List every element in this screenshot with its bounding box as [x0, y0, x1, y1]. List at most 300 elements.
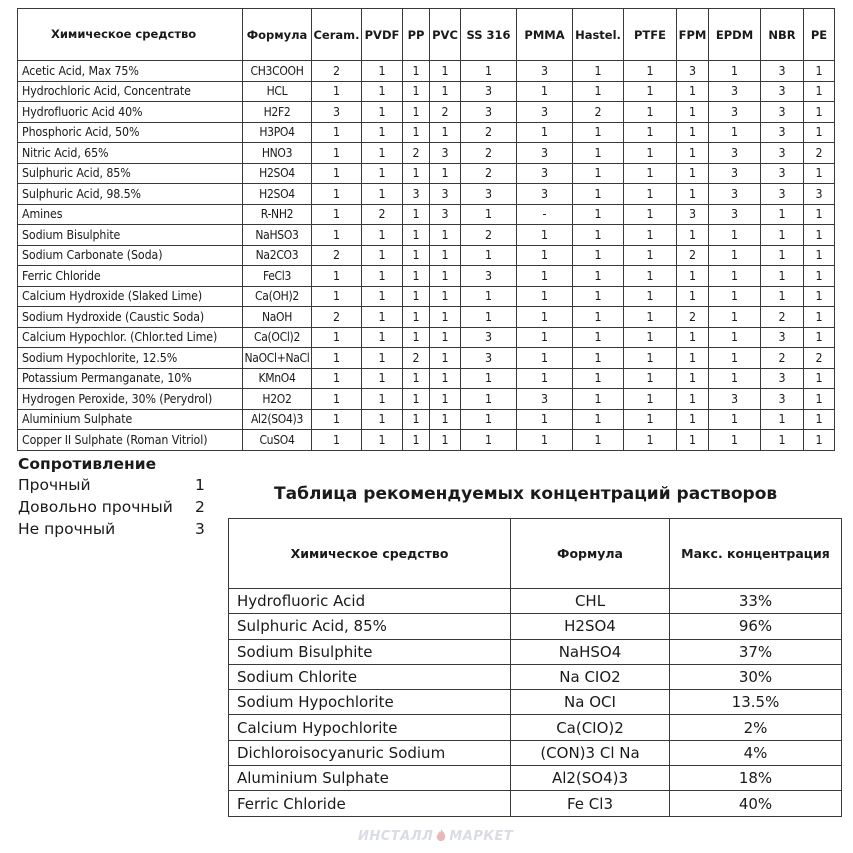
resistance-value-cell: 1: [624, 184, 677, 205]
resistance-value-cell: 1: [312, 122, 362, 143]
resistance-value-cell: 1: [624, 327, 677, 348]
resistance-value-cell: 1: [362, 184, 403, 205]
resistance-value-cell: 3: [761, 61, 804, 82]
resistance-value-cell: 3: [709, 389, 761, 410]
resistance-value-cell: 1: [430, 245, 461, 266]
resistance-value-cell: 3: [430, 204, 461, 225]
resistance-value-cell: 1: [709, 307, 761, 328]
resistance-value-cell: 1: [677, 143, 709, 164]
resistance-value-cell: 1: [624, 81, 677, 102]
conc-header-max: Макс. концентрация: [670, 519, 842, 589]
resistance-value-cell: 1: [573, 368, 624, 389]
legend-value: 3: [195, 520, 205, 538]
resistance-value-cell: 1: [761, 409, 804, 430]
formula-cell: H2SO4: [243, 163, 312, 184]
resistance-value-cell: 3: [761, 163, 804, 184]
resistance-value-cell: 1: [430, 286, 461, 307]
resistance-value-cell: 1: [573, 348, 624, 369]
resistance-value-cell: 1: [517, 245, 573, 266]
table-row: [18, 184, 835, 205]
resistance-value-cell: 1: [709, 61, 761, 82]
watermark-text-left: ИНСТАЛЛ: [358, 828, 434, 844]
table-row: [229, 614, 842, 639]
resistance-value-cell: 1: [517, 327, 573, 348]
table-row: [18, 122, 835, 143]
resistance-value-cell: 1: [709, 368, 761, 389]
resistance-value-cell: 1: [517, 409, 573, 430]
conc-formula-cell: CHL: [511, 589, 670, 614]
table-row: [18, 430, 835, 451]
resistance-value-cell: 1: [312, 409, 362, 430]
resistance-value-cell: 3: [761, 81, 804, 102]
resistance-value-cell: 1: [573, 430, 624, 451]
resistance-value-cell: 2: [461, 122, 517, 143]
resistance-value-cell: 1: [624, 430, 677, 451]
resistance-value-cell: 3: [461, 184, 517, 205]
conc-max-cell: 33%: [670, 589, 842, 614]
resistance-value-cell: 1: [804, 102, 835, 123]
formula-cell: Al2(SO4)3: [243, 409, 312, 430]
legend-title: Сопротивление: [18, 455, 157, 473]
resistance-value-cell: 1: [761, 430, 804, 451]
header-material: PE: [804, 9, 835, 61]
resistance-value-cell: 1: [573, 245, 624, 266]
table-row: [18, 225, 835, 246]
conc-max-cell: 2%: [670, 715, 842, 740]
table-row: [18, 348, 835, 369]
resistance-value-cell: 1: [624, 204, 677, 225]
conc-chemical-cell: Ferric Chloride: [229, 791, 511, 816]
table-row: [18, 102, 835, 123]
formula-cell: H2F2: [243, 102, 312, 123]
resistance-value-cell: 1: [804, 266, 835, 287]
resistance-value-cell: 1: [403, 204, 430, 225]
chemical-name-cell: Sulphuric Acid, 98.5%: [18, 184, 243, 205]
chemical-name-cell: Sodium Hydroxide (Caustic Soda): [18, 307, 243, 328]
resistance-value-cell: 1: [362, 368, 403, 389]
resistance-value-cell: 1: [362, 225, 403, 246]
resistance-value-cell: 1: [517, 225, 573, 246]
table-row: [229, 664, 842, 689]
resistance-value-cell: 1: [804, 286, 835, 307]
resistance-value-cell: 1: [461, 307, 517, 328]
resistance-value-cell: 1: [362, 409, 403, 430]
header-material: Ceram.: [312, 9, 362, 61]
resistance-value-cell: 1: [517, 307, 573, 328]
resistance-value-cell: 1: [461, 409, 517, 430]
resistance-value-cell: 1: [312, 143, 362, 164]
conc-header-chemical: Химическое средство: [229, 519, 511, 589]
chemical-name-cell: Sodium Hypochlorite, 12.5%: [18, 348, 243, 369]
table-row: [229, 766, 842, 791]
resistance-value-cell: 1: [677, 266, 709, 287]
legend-label: Не прочный: [18, 520, 116, 538]
resistance-value-cell: 3: [517, 143, 573, 164]
resistance-value-cell: 1: [403, 102, 430, 123]
table-row: [18, 81, 835, 102]
resistance-value-cell: 1: [403, 409, 430, 430]
resistance-legend: [18, 455, 218, 541]
resistance-value-cell: 1: [430, 368, 461, 389]
conc-formula-cell: Al2(SO4)3: [511, 766, 670, 791]
resistance-value-cell: 1: [312, 204, 362, 225]
formula-cell: R-NH2: [243, 204, 312, 225]
resistance-value-cell: 3: [461, 81, 517, 102]
resistance-value-cell: 2: [677, 307, 709, 328]
resistance-value-cell: 1: [709, 348, 761, 369]
header-material: NBR: [761, 9, 804, 61]
table-row: [229, 690, 842, 715]
resistance-value-cell: 1: [517, 266, 573, 287]
resistance-value-cell: 1: [804, 368, 835, 389]
resistance-value-cell: 1: [430, 389, 461, 410]
resistance-value-cell: 1: [677, 430, 709, 451]
resistance-value-cell: 2: [677, 245, 709, 266]
header-formula: Формула: [243, 9, 312, 61]
resistance-value-cell: 1: [312, 81, 362, 102]
resistance-value-cell: 1: [804, 163, 835, 184]
resistance-value-cell: 1: [804, 409, 835, 430]
conc-max-cell: 40%: [670, 791, 842, 816]
conc-chemical-cell: Calcium Hypochlorite: [229, 715, 511, 740]
resistance-value-cell: 3: [517, 389, 573, 410]
resistance-value-cell: 1: [461, 286, 517, 307]
resistance-value-cell: 1: [573, 266, 624, 287]
resistance-value-cell: 1: [362, 122, 403, 143]
table-row: [18, 286, 835, 307]
chemical-name-cell: Aluminium Sulphate: [18, 409, 243, 430]
conc-chemical-cell: Hydrofluoric Acid: [229, 589, 511, 614]
resistance-value-cell: 1: [430, 225, 461, 246]
resistance-value-cell: 1: [624, 163, 677, 184]
resistance-value-cell: 2: [461, 163, 517, 184]
resistance-value-cell: 1: [362, 61, 403, 82]
resistance-value-cell: 1: [709, 266, 761, 287]
resistance-value-cell: 1: [677, 163, 709, 184]
chemical-name-cell: Potassium Permanganate, 10%: [18, 368, 243, 389]
resistance-value-cell: 1: [312, 163, 362, 184]
resistance-value-cell: 1: [461, 245, 517, 266]
table-header-row: [229, 519, 842, 589]
resistance-value-cell: 1: [461, 368, 517, 389]
resistance-value-cell: 2: [430, 102, 461, 123]
conc-max-cell: 96%: [670, 614, 842, 639]
table-row: [18, 61, 835, 82]
resistance-value-cell: 1: [624, 266, 677, 287]
header-chemical: Химическое средство: [18, 9, 243, 61]
table-row: [18, 266, 835, 287]
resistance-value-cell: 1: [430, 307, 461, 328]
table-row: [18, 204, 835, 225]
conc-formula-cell: Fe Cl3: [511, 791, 670, 816]
resistance-value-cell: 3: [761, 389, 804, 410]
resistance-value-cell: 1: [362, 389, 403, 410]
resistance-value-cell: 3: [430, 143, 461, 164]
resistance-value-cell: 3: [677, 204, 709, 225]
table-row: [229, 791, 842, 816]
resistance-value-cell: 1: [517, 430, 573, 451]
resistance-value-cell: 2: [312, 307, 362, 328]
resistance-value-cell: 1: [461, 430, 517, 451]
resistance-value-cell: 1: [709, 245, 761, 266]
resistance-value-cell: 1: [804, 81, 835, 102]
resistance-value-cell: 3: [761, 122, 804, 143]
formula-cell: H2O2: [243, 389, 312, 410]
resistance-value-cell: 1: [804, 61, 835, 82]
legend-value: 2: [195, 498, 205, 516]
resistance-value-cell: 1: [362, 245, 403, 266]
chemical-name-cell: Hydrogen Peroxide, 30% (Perydrol): [18, 389, 243, 410]
legend-item: [18, 519, 218, 541]
resistance-value-cell: 1: [804, 389, 835, 410]
legend-item: [18, 497, 218, 519]
resistance-value-cell: 1: [430, 348, 461, 369]
resistance-value-cell: 3: [761, 368, 804, 389]
resistance-value-cell: 2: [573, 102, 624, 123]
resistance-value-cell: 3: [709, 102, 761, 123]
resistance-value-cell: 1: [804, 122, 835, 143]
resistance-value-cell: 1: [573, 184, 624, 205]
resistance-value-cell: 2: [804, 143, 835, 164]
header-material: PTFE: [624, 9, 677, 61]
resistance-value-cell: 1: [624, 143, 677, 164]
resistance-value-cell: 1: [312, 348, 362, 369]
resistance-value-cell: 2: [403, 143, 430, 164]
resistance-value-cell: 1: [761, 204, 804, 225]
formula-cell: H2SO4: [243, 184, 312, 205]
resistance-value-cell: 1: [804, 204, 835, 225]
concentration-table: [228, 518, 842, 817]
resistance-value-cell: 1: [573, 81, 624, 102]
conc-chemical-cell: Aluminium Sulphate: [229, 766, 511, 791]
resistance-value-cell: 1: [624, 409, 677, 430]
resistance-value-cell: 1: [403, 81, 430, 102]
resistance-value-cell: 1: [312, 327, 362, 348]
chemical-name-cell: Sodium Carbonate (Soda): [18, 245, 243, 266]
resistance-value-cell: 1: [430, 61, 461, 82]
chemical-name-cell: Nitric Acid, 65%: [18, 143, 243, 164]
resistance-value-cell: 1: [430, 122, 461, 143]
watermark-text-right: МАРКЕТ: [449, 828, 514, 844]
resistance-value-cell: 3: [461, 266, 517, 287]
resistance-value-cell: 1: [804, 430, 835, 451]
resistance-value-cell: 1: [430, 327, 461, 348]
resistance-value-cell: 3: [461, 348, 517, 369]
chemical-name-cell: Ferric Chloride: [18, 266, 243, 287]
header-material: EPDM: [709, 9, 761, 61]
resistance-value-cell: 1: [761, 245, 804, 266]
resistance-value-cell: 3: [517, 102, 573, 123]
chemical-name-cell: Calcium Hydroxide (Slaked Lime): [18, 286, 243, 307]
conc-chemical-cell: Dichloroisocyanuric Sodium: [229, 740, 511, 765]
chemical-name-cell: Amines: [18, 204, 243, 225]
resistance-value-cell: 1: [403, 61, 430, 82]
resistance-value-cell: 1: [517, 348, 573, 369]
conc-formula-cell: NaHSO4: [511, 639, 670, 664]
resistance-value-cell: 1: [362, 81, 403, 102]
resistance-value-cell: 1: [677, 102, 709, 123]
resistance-value-cell: 3: [403, 184, 430, 205]
table-row: [18, 327, 835, 348]
formula-cell: CuSO4: [243, 430, 312, 451]
conc-chemical-cell: Sodium Hypochlorite: [229, 690, 511, 715]
conc-chemical-cell: Sodium Bisulphite: [229, 639, 511, 664]
conc-max-cell: 4%: [670, 740, 842, 765]
resistance-value-cell: 2: [461, 225, 517, 246]
resistance-value-cell: 1: [362, 286, 403, 307]
resistance-value-cell: 2: [761, 307, 804, 328]
chemical-resistance-table: [17, 8, 835, 451]
resistance-value-cell: 1: [709, 122, 761, 143]
resistance-value-cell: 1: [709, 225, 761, 246]
conc-formula-cell: H2SO4: [511, 614, 670, 639]
resistance-value-cell: 1: [761, 266, 804, 287]
resistance-value-cell: 1: [312, 184, 362, 205]
resistance-value-cell: 1: [677, 286, 709, 307]
resistance-value-cell: 1: [677, 327, 709, 348]
resistance-value-cell: 1: [403, 286, 430, 307]
resistance-value-cell: 1: [312, 225, 362, 246]
resistance-value-cell: 1: [677, 389, 709, 410]
resistance-value-cell: 3: [761, 327, 804, 348]
chemical-name-cell: Sulphuric Acid, 85%: [18, 163, 243, 184]
resistance-value-cell: 1: [312, 266, 362, 287]
resistance-value-cell: 3: [761, 143, 804, 164]
resistance-value-cell: 1: [362, 266, 403, 287]
resistance-value-cell: 1: [461, 389, 517, 410]
formula-cell: Ca(OH)2: [243, 286, 312, 307]
conc-max-cell: 30%: [670, 664, 842, 689]
resistance-value-cell: 1: [403, 266, 430, 287]
resistance-value-cell: 3: [761, 102, 804, 123]
resistance-value-cell: 1: [624, 245, 677, 266]
resistance-value-cell: 1: [804, 327, 835, 348]
resistance-value-cell: 2: [804, 348, 835, 369]
resistance-value-cell: 1: [362, 307, 403, 328]
legend-item: [18, 475, 218, 497]
resistance-value-cell: 1: [430, 266, 461, 287]
resistance-value-cell: 1: [573, 163, 624, 184]
resistance-value-cell: 1: [362, 143, 403, 164]
formula-cell: Ca(OCl)2: [243, 327, 312, 348]
resistance-value-cell: 1: [573, 409, 624, 430]
resistance-value-cell: 1: [362, 102, 403, 123]
resistance-value-cell: 3: [709, 81, 761, 102]
formula-cell: FeCl3: [243, 266, 312, 287]
table-row: [18, 163, 835, 184]
formula-cell: HNO3: [243, 143, 312, 164]
header-material: PMMA: [517, 9, 573, 61]
resistance-value-cell: 1: [804, 225, 835, 246]
resistance-value-cell: 1: [624, 286, 677, 307]
resistance-value-cell: 1: [403, 389, 430, 410]
flame-icon: [434, 828, 448, 844]
resistance-value-cell: 1: [804, 307, 835, 328]
resistance-value-cell: 1: [624, 348, 677, 369]
conc-formula-cell: (CON)3 Cl Na: [511, 740, 670, 765]
resistance-value-cell: 1: [624, 122, 677, 143]
resistance-value-cell: 1: [362, 327, 403, 348]
resistance-value-cell: 1: [573, 225, 624, 246]
resistance-value-cell: 2: [403, 348, 430, 369]
table-row: [18, 368, 835, 389]
resistance-value-cell: 1: [517, 81, 573, 102]
resistance-value-cell: 1: [461, 204, 517, 225]
resistance-value-cell: 1: [403, 430, 430, 451]
header-material: SS 316: [461, 9, 517, 61]
table-header-row: [18, 9, 835, 61]
resistance-value-cell: -: [517, 204, 573, 225]
resistance-value-cell: 3: [761, 184, 804, 205]
header-material: Hastel.: [573, 9, 624, 61]
resistance-value-cell: 1: [403, 122, 430, 143]
resistance-value-cell: 1: [403, 327, 430, 348]
resistance-value-cell: 1: [403, 163, 430, 184]
conc-formula-cell: Na CIO2: [511, 664, 670, 689]
resistance-value-cell: 2: [312, 245, 362, 266]
header-material: PVDF: [362, 9, 403, 61]
resistance-value-cell: 3: [517, 163, 573, 184]
resistance-value-cell: 1: [312, 430, 362, 451]
formula-cell: Na2CO3: [243, 245, 312, 266]
conc-formula-cell: Na OCI: [511, 690, 670, 715]
resistance-value-cell: 3: [312, 102, 362, 123]
resistance-value-cell: 1: [677, 122, 709, 143]
resistance-value-cell: 1: [624, 225, 677, 246]
resistance-value-cell: 1: [573, 143, 624, 164]
formula-cell: NaOCl+NaCl: [243, 348, 312, 369]
chemical-name-cell: Copper II Sulphate (Roman Vitriol): [18, 430, 243, 451]
conc-max-cell: 13.5%: [670, 690, 842, 715]
resistance-value-cell: 1: [517, 122, 573, 143]
resistance-value-cell: 1: [709, 430, 761, 451]
resistance-value-cell: 3: [677, 61, 709, 82]
resistance-value-cell: 1: [677, 225, 709, 246]
resistance-table-body: [18, 61, 835, 451]
resistance-value-cell: 1: [430, 163, 461, 184]
formula-cell: CH3COOH: [243, 61, 312, 82]
formula-cell: HCL: [243, 81, 312, 102]
resistance-value-cell: 1: [761, 225, 804, 246]
resistance-value-cell: 3: [517, 61, 573, 82]
resistance-value-cell: 1: [517, 286, 573, 307]
table-row: [229, 715, 842, 740]
legend-value: 1: [195, 476, 205, 494]
resistance-value-cell: 3: [709, 163, 761, 184]
chemical-name-cell: Acetic Acid, Max 75%: [18, 61, 243, 82]
resistance-value-cell: 1: [573, 122, 624, 143]
resistance-value-cell: 1: [573, 307, 624, 328]
conc-max-cell: 37%: [670, 639, 842, 664]
resistance-value-cell: 1: [517, 368, 573, 389]
resistance-value-cell: 3: [709, 184, 761, 205]
resistance-value-cell: 1: [677, 368, 709, 389]
resistance-value-cell: 1: [761, 286, 804, 307]
table-row: [18, 143, 835, 164]
formula-cell: H3PO4: [243, 122, 312, 143]
resistance-value-cell: 1: [403, 225, 430, 246]
resistance-value-cell: 1: [573, 61, 624, 82]
header-material: FPM: [677, 9, 709, 61]
resistance-value-cell: 1: [677, 81, 709, 102]
resistance-value-cell: 1: [573, 286, 624, 307]
resistance-value-cell: 2: [312, 61, 362, 82]
table-row: [18, 307, 835, 328]
concentration-table-title: Таблица рекомендуемых концентраций растворов: [274, 484, 778, 504]
table-row: [18, 409, 835, 430]
table-row: [18, 389, 835, 410]
conc-chemical-cell: Sulphuric Acid, 85%: [229, 614, 511, 639]
